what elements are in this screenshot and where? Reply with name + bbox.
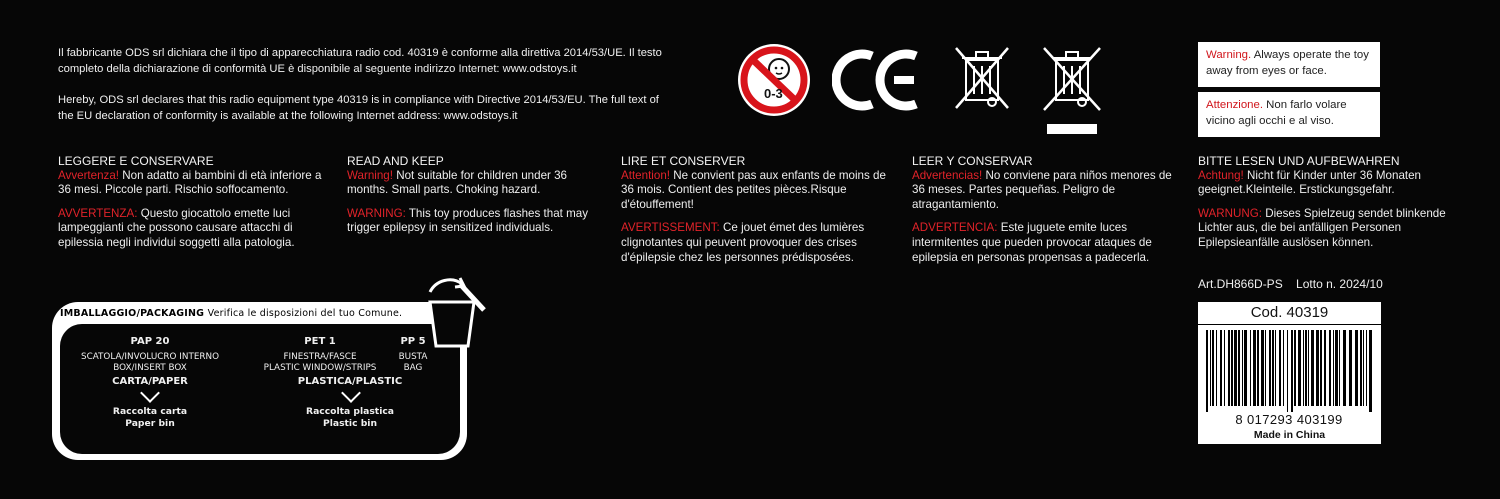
choking-warning [912,169,1174,213]
recycle-bin-icon [416,274,488,354]
warning-text: Nicht für Kinder unter 36 Monaten geeignet.Kleinteile. Erstickungsgefahr. [1198,168,1422,197]
barcode-bar [1210,330,1211,406]
barcode-bar [1261,330,1264,406]
barcode-bar [1253,330,1256,406]
epilepsy-warning [58,207,326,251]
packaging-recycling-panel [52,302,467,460]
warning-label: Advertencias! [912,168,983,182]
barcode-bar [1244,330,1247,406]
pap-code: PAP 20 [130,336,170,347]
declaration-italian [58,46,668,77]
pp-desc-1: BUSTA [398,352,428,362]
barcode-bar [1311,330,1314,406]
pap-desc-2: BOX/INSERT BOX [113,363,187,373]
language-column-english [347,154,609,245]
barcode-bar [1279,330,1281,406]
made-in-label: Made in China [1253,429,1326,441]
ce-mark-icon [832,48,922,112]
warning-label: Warning! [347,168,393,182]
product-code: Cod. 40319 [1198,302,1381,325]
barcode-bar [1339,330,1340,406]
barcode-bar [1287,330,1288,412]
packaging-inner [60,324,460,454]
epilepsy-warning [1198,207,1460,251]
column-heading: BITTE LESEN UND AUFBEWAHREN [1198,154,1400,168]
warning-label: Achtung! [1198,168,1244,182]
barcode-bar [1363,330,1364,406]
barcode-bar [1216,330,1217,406]
lot-number: Lotto n. 2024/10 [1296,277,1383,291]
barcode-bar [1333,330,1334,406]
eye-warning-text-english: Always operate the toy away from eyes or face. [1206,49,1369,77]
language-column-italian [58,154,326,260]
choking-warning [347,169,609,198]
age-warning-icon [736,42,812,118]
barcode-bar [1329,330,1331,406]
barcode-bar [1265,330,1266,406]
barcode-bar [1298,330,1301,406]
barcode-bar [1324,330,1326,406]
warning-text: Este juguete emite luces intermitentes que pueden provocar ataques de epilepsia en personas propensas a padecerla. [912,221,1152,264]
warning-label: AVVERTENZA: [58,206,138,220]
age-label: 0-3 [764,86,783,101]
plastic-bin-1: Raccolta plastica [306,406,394,417]
packaging-title [60,308,402,319]
plastic-bin-2: Plastic bin [322,418,377,429]
warning-text: Non adatto ai bambini di età inferiore a 36 mesi. Piccole parti. Rischio soffocamento. [58,168,322,197]
pap-desc-1: SCATOLA/INVOLUCRO INTERNO [80,352,219,362]
barcode-bar [1320,330,1322,406]
epilepsy-warning [621,221,893,265]
warning-text: No conviene para niños menores de 36 meses. Partes pequeñas. Peligro de atragantamiento. [912,168,1172,211]
barcode-bar [1316,330,1319,406]
barcode-bar [1343,330,1346,406]
pet-code: PET 1 [304,336,336,347]
crossed-bin-icon [954,46,1010,110]
epilepsy-warning [912,221,1174,265]
warning-label: ADVERTENCIA: [912,221,998,235]
barcode-digits: 8 017293 403199 [1235,412,1343,427]
language-column-spanish [912,154,1174,274]
crossed-bin-bar-icon [1042,46,1102,136]
barcode-bar [1272,330,1274,406]
declaration-english [58,93,668,124]
epilepsy-warning [347,207,609,236]
warning-text: Not suitable for children under 36 months. Small parts. Choking hazard. [347,168,567,197]
column-heading: READ AND KEEP [347,154,444,168]
language-column-german [1198,154,1460,260]
barcode-bar [1242,330,1243,406]
pp-desc-2: BAG [403,363,423,373]
warning-text: Ne convient pas aux enfants de moins de 36 mois. Contient des petites pièces.Risque d'étouffement! [621,168,886,211]
barcode-bar [1369,330,1372,412]
plastic-title: PLASTICA/PLASTIC [297,376,403,387]
barcode-bar [1355,330,1358,406]
barcode-bar [1212,330,1214,406]
barcode-label [1198,302,1381,444]
eye-warning-label-english: Warning. [1206,49,1252,61]
paper-bin-2: Paper bin [125,418,175,429]
warning-label: WARNING: [347,206,406,220]
barcode-bar [1303,330,1304,406]
packaging-title-label: IMBALLAGGIO/PACKAGING [60,308,205,319]
choking-warning [1198,169,1460,198]
warning-text: Dieses Spielzeug sendet blinkende Lichter aus, die bei anfälligen Personen Epilepsieanfälle auslösen können. [1198,206,1446,249]
warning-text: Ce jouet émet des lumières clignotantes qui peuvent provoquer des crises d'épilepsie chez les personnes prédisposées. [621,221,865,264]
barcode-bar [1234,330,1237,406]
packaging-subtitle: Verifica le disposizioni del tuo Comune. [207,308,403,319]
barcode-bar [1349,330,1352,406]
warning-label: WARNUNG: [1198,206,1262,220]
eye-warning-text-italian: Non farlo volare vicino agli occhi e al viso. [1206,99,1347,127]
warning-label: Avvertenza! [58,168,120,182]
barcode-bar [1283,330,1284,406]
barcode-bar [1308,330,1309,406]
barcode-bar [1275,330,1276,406]
column-heading: LIRE ET CONSERVER [621,154,746,168]
paper-bin-1: Raccolta carta [112,406,188,417]
barcode-bar [1228,330,1230,406]
warning-label: AVERTISSEMENT: [621,221,720,235]
eye-warning-label-italian: Attenzione. [1206,99,1263,111]
pp-code: PP 5 [400,336,426,347]
warning-text: This toy produces flashes that may trigger epilepsy in sensitized individuals. [347,206,588,235]
choking-warning [621,169,893,213]
barcode-bars [1204,330,1375,412]
barcode-bar [1335,330,1338,406]
barcode-bar [1224,330,1225,406]
barcode-bar [1305,330,1307,406]
barcode-bar [1257,330,1259,406]
barcode-bar [1206,330,1208,412]
article-number: Art.DH866D-PS [1198,277,1283,291]
paper-title: CARTA/PAPER [112,376,188,387]
warning-text: Questo giocattolo emette luci lampeggianti che possono causare attacchi di epilessia negli individui soggetti alla patologia. [58,206,295,249]
barcode-bar [1366,330,1367,406]
barcode-bar [1220,330,1222,406]
warning-label: Attention! [621,168,670,182]
barcode-bar [1291,330,1293,412]
barcode-bar [1360,330,1362,406]
eye-warning-box-italian [1198,92,1380,137]
declaration-italian-text: Il fabbricante ODS srl dichiara che il tipo di apparecchiatura radio cod. 40319 è conforme alla direttiva 2014/53/UE. Il testo completo della dichiarazione di conformità UE è disponibile al seguente indirizzo Internet: www.odstoys.it [58,47,662,75]
barcode-bar [1238,330,1240,406]
column-heading: LEGGERE E CONSERVARE [58,154,214,168]
barcode-bar [1231,330,1233,406]
declaration-english-text: Hereby, ODS srl declares that this radio equipment type 40319 is in compliance with Directive 2014/53/EU. The full text of the EU declaration of conformity is available at the following Internet address: www.odstoys.it [58,94,659,122]
eye-warning-box-english [1198,42,1380,87]
choking-warning [58,169,326,198]
barcode-bar [1250,330,1251,406]
pet-desc-2: PLASTIC WINDOW/STRIPS [263,363,377,373]
column-heading: LEER Y CONSERVAR [912,154,1033,168]
language-column-french [621,154,893,274]
article-lot-line [1198,277,1383,291]
barcode-bar [1294,330,1296,406]
barcode-bar [1269,330,1271,406]
pet-desc-1: FINESTRA/FASCE [283,352,357,362]
